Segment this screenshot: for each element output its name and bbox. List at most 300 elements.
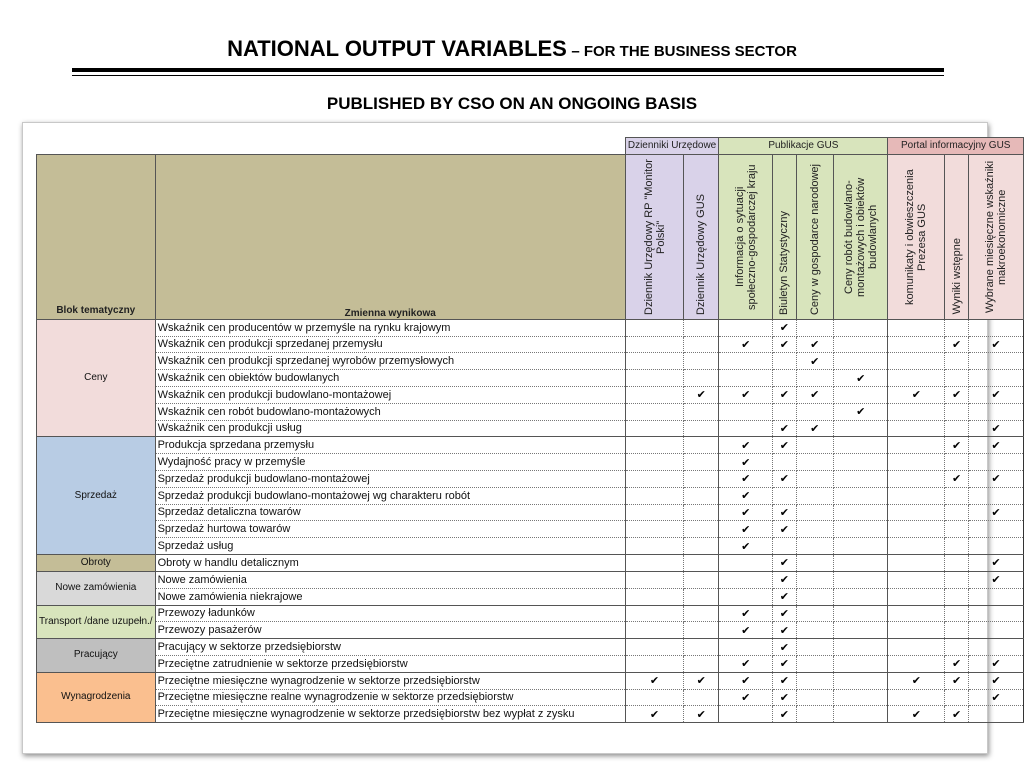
empty-cell bbox=[684, 639, 719, 656]
row-label: Przeciętne miesięczne wynagrodzenie w sektorze przedsiębiorstw bbox=[155, 672, 625, 689]
col-ceny-gospodarce-label: Ceny w gospodarce narodowej bbox=[808, 163, 821, 315]
check-mark: ✔ bbox=[969, 420, 1024, 437]
table-row bbox=[37, 622, 1024, 639]
check-mark: ✔ bbox=[773, 554, 796, 571]
block-obroty: Obroty bbox=[37, 554, 156, 571]
block-pracujacy: Pracujący bbox=[37, 639, 156, 673]
empty-cell bbox=[888, 319, 945, 336]
empty-cell bbox=[969, 319, 1024, 336]
empty-cell bbox=[834, 538, 888, 555]
check-mark: ✔ bbox=[719, 504, 773, 521]
page-title bbox=[0, 36, 1024, 62]
row-label: Sprzedaż produkcji budowlano-montażowej bbox=[155, 470, 625, 487]
empty-cell bbox=[888, 571, 945, 588]
empty-cell bbox=[945, 622, 969, 639]
table-row bbox=[37, 554, 1024, 571]
empty-cell bbox=[719, 403, 773, 420]
empty-cell bbox=[684, 437, 719, 454]
check-mark: ✔ bbox=[945, 336, 969, 353]
check-mark: ✔ bbox=[719, 336, 773, 353]
check-mark: ✔ bbox=[969, 655, 1024, 672]
empty-cell bbox=[888, 622, 945, 639]
check-mark: ✔ bbox=[969, 470, 1024, 487]
empty-cell bbox=[684, 454, 719, 471]
empty-cell bbox=[625, 420, 683, 437]
check-mark: ✔ bbox=[625, 706, 683, 723]
empty-cell bbox=[888, 538, 945, 555]
empty-cell bbox=[945, 353, 969, 370]
check-mark: ✔ bbox=[945, 470, 969, 487]
table-row bbox=[37, 386, 1024, 403]
check-mark: ✔ bbox=[945, 706, 969, 723]
row-label: Produkcja sprzedana przemysłu bbox=[155, 437, 625, 454]
check-mark: ✔ bbox=[719, 470, 773, 487]
empty-cell bbox=[796, 487, 834, 504]
empty-cell bbox=[796, 706, 834, 723]
empty-cell bbox=[625, 504, 683, 521]
table-row bbox=[37, 353, 1024, 370]
empty-cell bbox=[625, 639, 683, 656]
empty-cell bbox=[625, 437, 683, 454]
empty-cell bbox=[625, 487, 683, 504]
empty-cell bbox=[796, 571, 834, 588]
table-row bbox=[37, 504, 1024, 521]
row-label: Przewozy ładunków bbox=[155, 605, 625, 622]
empty-cell bbox=[834, 706, 888, 723]
empty-cell bbox=[684, 554, 719, 571]
empty-cell bbox=[719, 353, 773, 370]
col-wyniki-wstepne-header bbox=[945, 154, 969, 319]
empty-cell bbox=[945, 554, 969, 571]
empty-cell bbox=[625, 588, 683, 605]
table-row bbox=[37, 655, 1024, 672]
empty-cell bbox=[684, 336, 719, 353]
empty-cell bbox=[796, 437, 834, 454]
empty-cell bbox=[625, 403, 683, 420]
publication-table bbox=[36, 137, 1024, 723]
table-row bbox=[37, 689, 1024, 706]
check-mark: ✔ bbox=[969, 554, 1024, 571]
empty-cell bbox=[684, 655, 719, 672]
empty-cell bbox=[945, 487, 969, 504]
check-mark: ✔ bbox=[719, 386, 773, 403]
row-label: Przewozy pasażerów bbox=[155, 622, 625, 639]
check-mark: ✔ bbox=[945, 655, 969, 672]
empty-cell bbox=[796, 622, 834, 639]
col-wskazniki-header bbox=[969, 154, 1024, 319]
col-biuletyn-label: Biuletyn Statystyczny bbox=[778, 210, 791, 315]
empty-cell bbox=[945, 370, 969, 387]
empty-cell bbox=[719, 370, 773, 387]
empty-cell bbox=[684, 689, 719, 706]
empty-cell bbox=[796, 639, 834, 656]
row-label: Sprzedaż usług bbox=[155, 538, 625, 555]
empty-cell bbox=[969, 370, 1024, 387]
empty-cell bbox=[834, 639, 888, 656]
check-mark: ✔ bbox=[945, 437, 969, 454]
check-mark: ✔ bbox=[945, 386, 969, 403]
empty-cell bbox=[945, 521, 969, 538]
empty-cell bbox=[796, 538, 834, 555]
col-wskazniki-label: Wybrane miesięczne wskaźniki makroekonomiczne bbox=[984, 160, 1008, 313]
empty-cell bbox=[625, 655, 683, 672]
table-row bbox=[37, 706, 1024, 723]
row-label: Przeciętne miesięczne wynagrodzenie w sektorze przedsiębiorstw bez wypłat z zysku bbox=[155, 706, 625, 723]
empty-cell bbox=[796, 554, 834, 571]
empty-cell bbox=[625, 386, 683, 403]
empty-cell bbox=[834, 571, 888, 588]
row-label: Wskaźnik cen produkcji budowlano-montażowej bbox=[155, 386, 625, 403]
check-mark: ✔ bbox=[773, 706, 796, 723]
empty-cell bbox=[834, 319, 888, 336]
empty-cell bbox=[719, 420, 773, 437]
col-komunikaty-header bbox=[888, 154, 945, 319]
table-row bbox=[37, 538, 1024, 555]
row-label: Pracujący w sektorze przedsiębiorstw bbox=[155, 639, 625, 656]
empty-cell bbox=[684, 588, 719, 605]
check-mark: ✔ bbox=[719, 672, 773, 689]
empty-cell bbox=[796, 403, 834, 420]
empty-cell bbox=[625, 605, 683, 622]
table-row bbox=[37, 319, 1024, 336]
empty-cell bbox=[834, 454, 888, 471]
col-wyniki-wstepne-label: Wyniki wstępne bbox=[950, 238, 963, 315]
check-mark: ✔ bbox=[773, 672, 796, 689]
group-publikacje: Publikacje GUS bbox=[719, 138, 888, 155]
check-mark: ✔ bbox=[834, 370, 888, 387]
check-mark: ✔ bbox=[773, 336, 796, 353]
title-rule-thin bbox=[72, 75, 944, 76]
empty-cell bbox=[625, 622, 683, 639]
check-mark: ✔ bbox=[773, 639, 796, 656]
empty-cell bbox=[969, 622, 1024, 639]
table-row bbox=[37, 521, 1024, 538]
check-mark: ✔ bbox=[773, 605, 796, 622]
empty-cell bbox=[969, 605, 1024, 622]
empty-cell bbox=[834, 689, 888, 706]
empty-cell bbox=[719, 554, 773, 571]
group-header-row bbox=[37, 138, 1024, 155]
col-biuletyn-header bbox=[773, 154, 796, 319]
check-mark: ✔ bbox=[969, 336, 1024, 353]
table-row bbox=[37, 605, 1024, 622]
empty-cell bbox=[625, 336, 683, 353]
check-mark: ✔ bbox=[834, 403, 888, 420]
title-rule-thick bbox=[72, 68, 944, 72]
check-mark: ✔ bbox=[719, 689, 773, 706]
empty-cell bbox=[888, 470, 945, 487]
col-monitor-polski-label: Dziennik Urzędowy RP "Monitor Polski" bbox=[642, 158, 667, 315]
empty-cell bbox=[719, 319, 773, 336]
empty-cell bbox=[796, 319, 834, 336]
empty-cell bbox=[796, 370, 834, 387]
check-mark: ✔ bbox=[719, 538, 773, 555]
check-mark: ✔ bbox=[969, 437, 1024, 454]
block-nowe-zamowienia: Nowe zamówienia bbox=[37, 571, 156, 605]
block-wynagrodzenia: Wynagrodzenia bbox=[37, 672, 156, 722]
empty-cell bbox=[834, 386, 888, 403]
check-mark: ✔ bbox=[684, 386, 719, 403]
empty-cell bbox=[969, 454, 1024, 471]
empty-cell bbox=[796, 521, 834, 538]
row-label: Wskaźnik cen obiektów budowlanych bbox=[155, 370, 625, 387]
empty-cell bbox=[625, 571, 683, 588]
col-header-zmienna: Zmienna wynikowa bbox=[155, 154, 625, 319]
empty-cell bbox=[834, 672, 888, 689]
empty-cell bbox=[834, 605, 888, 622]
page-subtitle: PUBLISHED BY CSO ON AN ONGOING BASIS bbox=[326, 94, 698, 113]
row-label: Nowe zamówienia bbox=[155, 571, 625, 588]
group-portal: Portal informacyjny GUS bbox=[888, 138, 1024, 155]
check-mark: ✔ bbox=[796, 386, 834, 403]
empty-cell bbox=[684, 571, 719, 588]
row-label: Sprzedaż hurtowa towarów bbox=[155, 521, 625, 538]
empty-cell bbox=[888, 420, 945, 437]
row-label: Wskaźnik cen produkcji sprzedanej przemysłu bbox=[155, 336, 625, 353]
col-ceny-robot-header bbox=[834, 154, 888, 319]
table-row bbox=[37, 454, 1024, 471]
empty-cell bbox=[773, 370, 796, 387]
page-title-rest: – FOR THE BUSINESS SECTOR bbox=[571, 43, 797, 60]
empty-cell bbox=[945, 420, 969, 437]
row-label: Sprzedaż detaliczna towarów bbox=[155, 504, 625, 521]
empty-cell bbox=[834, 420, 888, 437]
row-label: Wskaźnik cen producentów w przemyśle na rynku krajowym bbox=[155, 319, 625, 336]
empty-cell bbox=[719, 706, 773, 723]
check-mark: ✔ bbox=[796, 353, 834, 370]
table-row bbox=[37, 420, 1024, 437]
table-row bbox=[37, 437, 1024, 454]
check-mark: ✔ bbox=[773, 588, 796, 605]
empty-cell bbox=[834, 521, 888, 538]
empty-cell bbox=[969, 639, 1024, 656]
check-mark: ✔ bbox=[719, 655, 773, 672]
empty-cell bbox=[625, 521, 683, 538]
check-mark: ✔ bbox=[888, 386, 945, 403]
empty-cell bbox=[888, 639, 945, 656]
check-mark: ✔ bbox=[888, 706, 945, 723]
check-mark: ✔ bbox=[969, 689, 1024, 706]
col-monitor-polski-header bbox=[625, 154, 683, 319]
empty-cell bbox=[945, 319, 969, 336]
empty-cell bbox=[719, 571, 773, 588]
page-title-main: NATIONAL OUTPUT VARIABLES bbox=[227, 36, 567, 61]
empty-cell bbox=[945, 639, 969, 656]
empty-cell bbox=[719, 639, 773, 656]
check-mark: ✔ bbox=[625, 672, 683, 689]
empty-cell bbox=[773, 538, 796, 555]
row-label: Obroty w handlu detalicznym bbox=[155, 554, 625, 571]
empty-cell bbox=[834, 588, 888, 605]
empty-cell bbox=[888, 353, 945, 370]
row-label: Nowe zamówienia niekrajowe bbox=[155, 588, 625, 605]
check-mark: ✔ bbox=[773, 437, 796, 454]
empty-cell bbox=[684, 538, 719, 555]
empty-cell bbox=[625, 454, 683, 471]
check-mark: ✔ bbox=[888, 672, 945, 689]
empty-cell bbox=[834, 353, 888, 370]
empty-cell bbox=[945, 588, 969, 605]
row-label: Przeciętne miesięczne realne wynagrodzenie w sektorze przedsiębiorstw bbox=[155, 689, 625, 706]
empty-cell bbox=[684, 420, 719, 437]
check-mark: ✔ bbox=[719, 437, 773, 454]
empty-cell bbox=[969, 521, 1024, 538]
row-label: Wskaźnik cen robót budowlano-montażowych bbox=[155, 403, 625, 420]
check-mark: ✔ bbox=[796, 336, 834, 353]
table-row bbox=[37, 639, 1024, 656]
table-row bbox=[37, 487, 1024, 504]
empty-cell bbox=[796, 454, 834, 471]
check-mark: ✔ bbox=[969, 386, 1024, 403]
col-dziennik-gus-label: Dziennik Urzędowy GUS bbox=[695, 193, 708, 315]
empty-cell bbox=[888, 655, 945, 672]
table-row bbox=[37, 672, 1024, 689]
check-mark: ✔ bbox=[773, 622, 796, 639]
empty-cell bbox=[945, 504, 969, 521]
empty-cell bbox=[684, 353, 719, 370]
check-mark: ✔ bbox=[773, 420, 796, 437]
empty-cell bbox=[834, 554, 888, 571]
table-row bbox=[37, 336, 1024, 353]
col-header-blok: Blok tematyczny bbox=[37, 154, 156, 319]
col-ceny-robot-label: Ceny robót budowlano-montażowych i obiektów budowlanych bbox=[842, 177, 879, 297]
empty-cell bbox=[834, 336, 888, 353]
empty-cell bbox=[888, 554, 945, 571]
empty-cell bbox=[888, 588, 945, 605]
empty-cell bbox=[834, 622, 888, 639]
check-mark: ✔ bbox=[773, 319, 796, 336]
empty-cell bbox=[796, 470, 834, 487]
empty-cell bbox=[888, 605, 945, 622]
empty-cell bbox=[945, 403, 969, 420]
empty-cell bbox=[945, 454, 969, 471]
empty-cell bbox=[684, 622, 719, 639]
row-label: Sprzedaż produkcji budowlano-montażowej wg charakteru robót bbox=[155, 487, 625, 504]
empty-cell bbox=[969, 706, 1024, 723]
empty-cell bbox=[834, 655, 888, 672]
empty-cell bbox=[888, 487, 945, 504]
column-header-row bbox=[37, 154, 1024, 319]
empty-cell bbox=[773, 403, 796, 420]
empty-cell bbox=[969, 353, 1024, 370]
empty-cell bbox=[969, 538, 1024, 555]
empty-cell bbox=[719, 588, 773, 605]
table-row bbox=[37, 571, 1024, 588]
col-ceny-gospodarce-header bbox=[796, 154, 834, 319]
check-mark: ✔ bbox=[719, 487, 773, 504]
empty-cell bbox=[888, 336, 945, 353]
header-spacer bbox=[37, 138, 626, 155]
row-label: Przeciętne zatrudnienie w sektorze przedsiębiorstw bbox=[155, 655, 625, 672]
empty-cell bbox=[888, 454, 945, 471]
empty-cell bbox=[945, 538, 969, 555]
empty-cell bbox=[625, 470, 683, 487]
empty-cell bbox=[888, 504, 945, 521]
empty-cell bbox=[684, 504, 719, 521]
col-informacja-label: Informacja o sytuacji społeczno-gospodarczej kraju bbox=[733, 164, 758, 310]
empty-cell bbox=[888, 437, 945, 454]
empty-cell bbox=[796, 504, 834, 521]
empty-cell bbox=[684, 403, 719, 420]
group-dzienniki: Dzienniki Urzędowe bbox=[625, 138, 718, 155]
empty-cell bbox=[684, 470, 719, 487]
empty-cell bbox=[625, 689, 683, 706]
empty-cell bbox=[625, 370, 683, 387]
row-label: Wydajność pracy w przemyśle bbox=[155, 454, 625, 471]
check-mark: ✔ bbox=[719, 605, 773, 622]
empty-cell bbox=[796, 689, 834, 706]
empty-cell bbox=[945, 689, 969, 706]
empty-cell bbox=[625, 538, 683, 555]
empty-cell bbox=[945, 605, 969, 622]
check-mark: ✔ bbox=[773, 655, 796, 672]
empty-cell bbox=[969, 588, 1024, 605]
block-ceny: Ceny bbox=[37, 319, 156, 437]
empty-cell bbox=[969, 487, 1024, 504]
check-mark: ✔ bbox=[969, 504, 1024, 521]
empty-cell bbox=[888, 521, 945, 538]
empty-cell bbox=[684, 487, 719, 504]
empty-cell bbox=[773, 454, 796, 471]
check-mark: ✔ bbox=[773, 504, 796, 521]
empty-cell bbox=[888, 689, 945, 706]
empty-cell bbox=[684, 605, 719, 622]
empty-cell bbox=[969, 403, 1024, 420]
check-mark: ✔ bbox=[796, 420, 834, 437]
row-label: Wskaźnik cen produkcji sprzedanej wyrobów przemysłowych bbox=[155, 353, 625, 370]
col-dziennik-gus-header bbox=[684, 154, 719, 319]
col-informacja-header bbox=[719, 154, 773, 319]
empty-cell bbox=[684, 319, 719, 336]
empty-cell bbox=[625, 353, 683, 370]
empty-cell bbox=[834, 470, 888, 487]
check-mark: ✔ bbox=[945, 672, 969, 689]
table-row bbox=[37, 370, 1024, 387]
empty-cell bbox=[684, 521, 719, 538]
check-mark: ✔ bbox=[773, 571, 796, 588]
empty-cell bbox=[773, 353, 796, 370]
empty-cell bbox=[796, 588, 834, 605]
empty-cell bbox=[684, 370, 719, 387]
empty-cell bbox=[625, 554, 683, 571]
block-sprzedaz: Sprzedaż bbox=[37, 437, 156, 555]
table-row bbox=[37, 588, 1024, 605]
table-row bbox=[37, 470, 1024, 487]
empty-cell bbox=[888, 370, 945, 387]
block-transport: Transport /dane uzupełn./ bbox=[37, 605, 156, 639]
check-mark: ✔ bbox=[773, 521, 796, 538]
check-mark: ✔ bbox=[969, 571, 1024, 588]
empty-cell bbox=[834, 437, 888, 454]
check-mark: ✔ bbox=[773, 689, 796, 706]
check-mark: ✔ bbox=[719, 521, 773, 538]
empty-cell bbox=[834, 487, 888, 504]
row-label: Wskaźnik cen produkcji usług bbox=[155, 420, 625, 437]
check-mark: ✔ bbox=[719, 622, 773, 639]
check-mark: ✔ bbox=[684, 706, 719, 723]
col-komunikaty-label: komunikaty i obwieszczenia Prezesa GUS bbox=[904, 168, 929, 305]
check-mark: ✔ bbox=[969, 672, 1024, 689]
table-row bbox=[37, 403, 1024, 420]
check-mark: ✔ bbox=[773, 386, 796, 403]
empty-cell bbox=[625, 319, 683, 336]
check-mark: ✔ bbox=[684, 672, 719, 689]
empty-cell bbox=[888, 403, 945, 420]
check-mark: ✔ bbox=[719, 454, 773, 471]
empty-cell bbox=[796, 672, 834, 689]
empty-cell bbox=[945, 571, 969, 588]
empty-cell bbox=[773, 487, 796, 504]
